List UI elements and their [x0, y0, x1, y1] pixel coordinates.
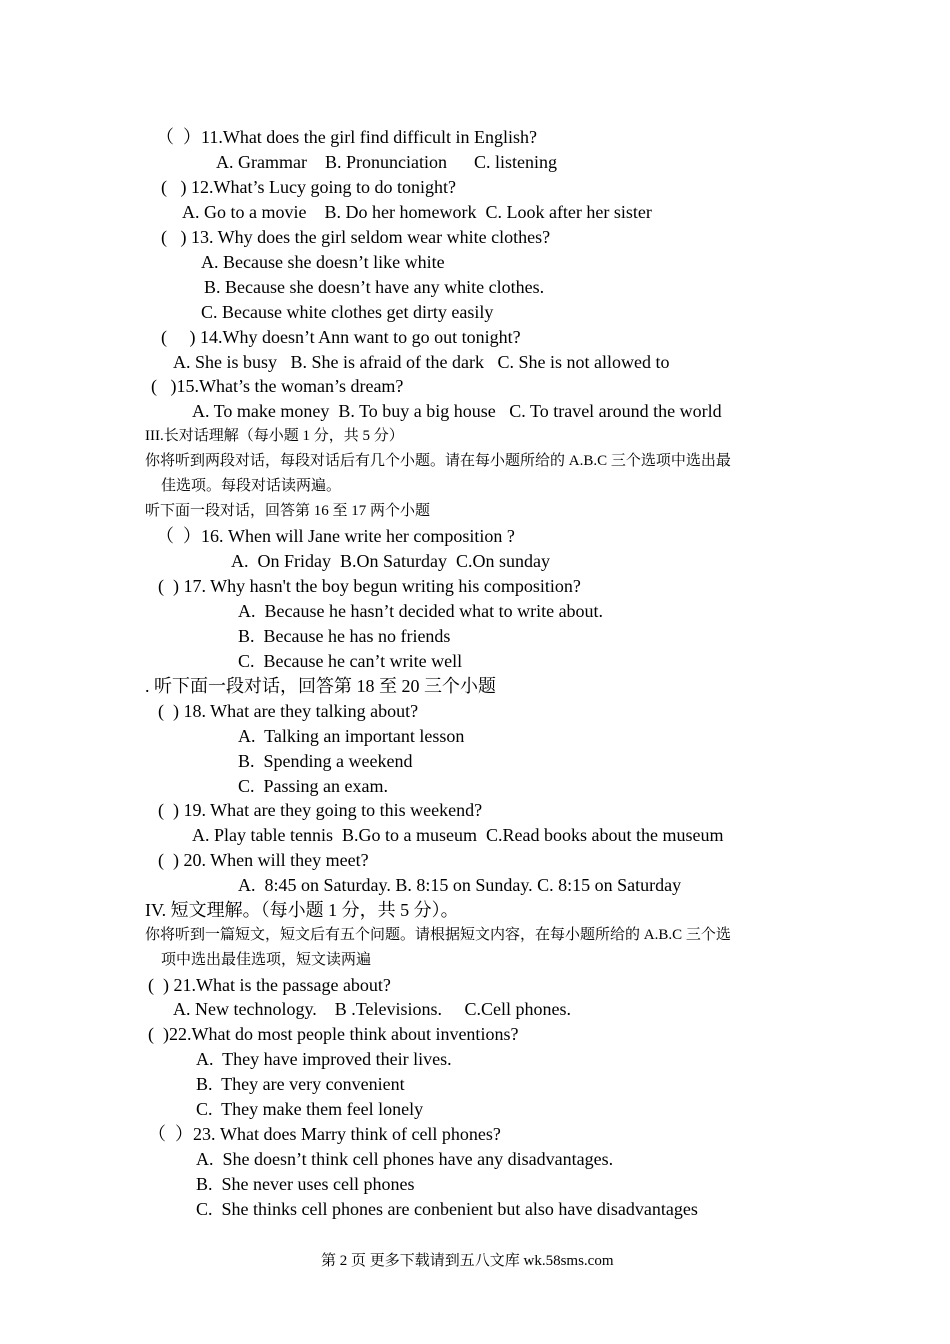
page-footer: 第 2 页 更多下载请到五八文库 wk.58sms.com: [321, 1253, 614, 1269]
section-iv-instructions-2: 项中选出最佳选项，短文读两遍: [161, 952, 372, 968]
q23-option-b: B. She never uses cell phones: [196, 1174, 415, 1194]
q18-question: ( ) 18. What are they talking about?: [158, 701, 419, 721]
q17-option-b: B. Because he has no friends: [238, 626, 451, 646]
q13-option-b: B. Because she doesn’t have any white clothes.: [204, 277, 545, 297]
q13-question: ( ) 13. Why does the girl seldom wear white clothes?: [161, 227, 551, 247]
dialogue-2-intro: . 听下面一段对话，回答第 18 至 20 三个小题: [145, 676, 496, 696]
q14-question: ( ) 14.Why doesn’t Ann want to go out tonight?: [161, 327, 521, 347]
q22-option-c: C. They make them feel lonely: [196, 1099, 424, 1119]
q16-options: A. On Friday B.On Saturday C.On sunday: [231, 551, 550, 571]
q11-question: （ ）11.What does the girl find difficult in English?: [156, 127, 537, 147]
q22-option-a: A. They have improved their lives.: [196, 1049, 452, 1069]
q15-options: A. To make money B. To buy a big house C. To travel around the world: [192, 401, 722, 421]
q13-option-a: A. Because she doesn’t like white: [201, 252, 445, 272]
section-iii-instructions-1: 你将听到两段对话，每段对话后有几个小题。请在每小题所给的 A.B.C 三个选项中选出最: [145, 453, 731, 469]
q17-option-a: A. Because he hasn’t decided what to write about.: [238, 601, 604, 621]
q23-option-a: A. She doesn’t think cell phones have any disadvantages.: [196, 1149, 614, 1169]
section-iii-heading: III.长对话理解（每小题 1 分，共 5 分）: [145, 428, 404, 444]
section-iii-instructions-2: 佳选项。每段对话读两遍。: [161, 478, 342, 494]
q23-question: （ ）23. What does Marry think of cell phones?: [148, 1124, 501, 1144]
q16-question: （ ）16. When will Jane write her composition ?: [156, 526, 515, 546]
q22-option-b: B. They are very convenient: [196, 1074, 405, 1094]
q20-question: ( ) 20. When will they meet?: [158, 850, 369, 870]
q21-question: ( ) 21.What is the passage about?: [148, 975, 391, 995]
q14-options: A. She is busy B. She is afraid of the dark C. She is not allowed to: [173, 352, 670, 372]
q12-options: A. Go to a movie B. Do her homework C. Look after her sister: [182, 202, 652, 222]
section-iv-instructions-1: 你将听到一篇短文，短文后有五个问题。请根据短文内容，在每小题所给的 A.B.C 三个选: [145, 927, 731, 943]
q22-question: ( )22.What do most people think about inventions?: [148, 1024, 519, 1044]
section-iv-heading: IV. 短文理解。（每小题 1 分，共 5 分）。: [145, 900, 459, 920]
q21-options: A. New technology. B .Televisions. C.Cell phones.: [173, 999, 572, 1019]
dialogue-1-intro: 听下面一段对话，回答第 16 至 17 两个小题: [145, 503, 431, 519]
q19-options: A. Play table tennis B.Go to a museum C.Read books about the museum: [192, 825, 724, 845]
q23-option-c: C. She thinks cell phones are conbenient but also have disadvantages: [196, 1199, 698, 1219]
q18-option-a: A. Talking an important lesson: [238, 726, 465, 746]
q18-option-c: C. Passing an exam.: [238, 776, 388, 796]
q15-question: ( )15.What’s the woman’s dream?: [151, 376, 404, 396]
q18-option-b: B. Spending a weekend: [238, 751, 413, 771]
q20-options: A. 8:45 on Saturday. B. 8:15 on Sunday. C. 8:15 on Saturday: [238, 875, 682, 895]
q17-option-c: C. Because he can’t write well: [238, 651, 463, 671]
q19-question: ( ) 19. What are they going to this weekend?: [158, 800, 483, 820]
q11-options: A. Grammar B. Pronunciation C. listening: [216, 152, 557, 172]
q17-question: ( ) 17. Why hasn't the boy begun writing his composition?: [158, 576, 581, 596]
q13-option-c: C. Because white clothes get dirty easily: [201, 302, 494, 322]
q12-question: ( ) 12.What’s Lucy going to do tonight?: [161, 177, 456, 197]
